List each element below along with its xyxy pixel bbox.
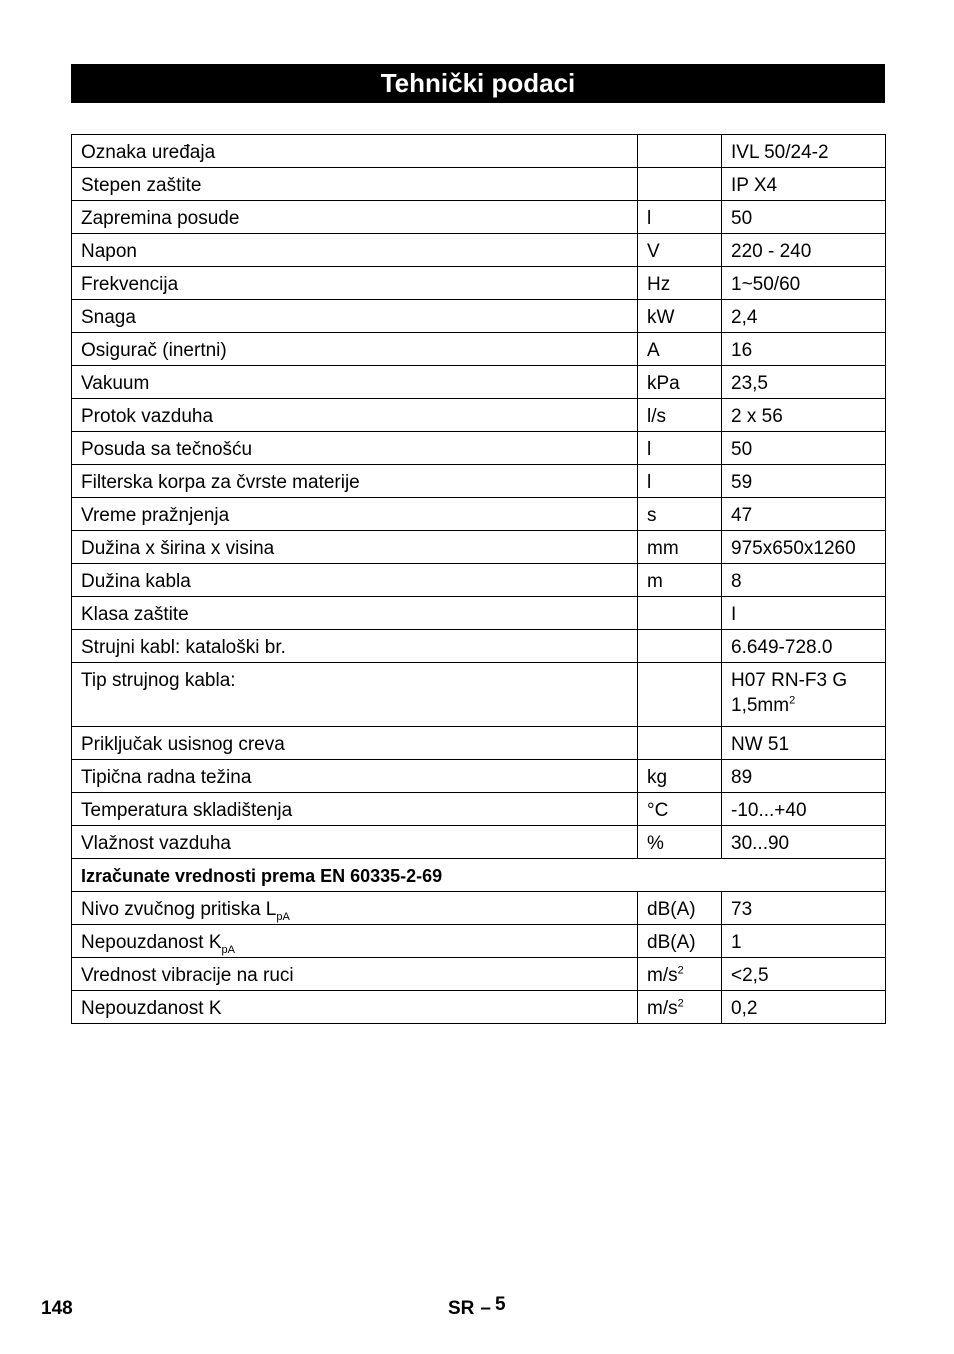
table-row: [72, 663, 886, 727]
row-unit: l: [638, 201, 722, 234]
row-unit: l: [638, 432, 722, 465]
row-label: Filterska korpa za čvrste materije: [72, 465, 638, 498]
row-value: 1: [722, 925, 886, 958]
table-row: [72, 201, 886, 234]
row-unit: kW: [638, 300, 722, 333]
row-label: Temperatura skladištenja: [72, 793, 638, 826]
table-row: [72, 432, 886, 465]
row-unit: kg: [638, 760, 722, 793]
table-row: [72, 597, 886, 630]
row-unit: l/s: [638, 399, 722, 432]
page-title: [71, 64, 885, 103]
table-row: [72, 564, 886, 597]
row-label: Dužina kabla: [72, 564, 638, 597]
row-label: Protok vazduha: [72, 399, 638, 432]
row-label: Vrednost vibracije na ruci: [72, 958, 638, 991]
row-value: IP X4: [722, 168, 886, 201]
table-row: [72, 958, 886, 991]
row-label: Snaga: [72, 300, 638, 333]
table-row: [72, 234, 886, 267]
table-row: [72, 300, 886, 333]
row-unit: [638, 135, 722, 168]
row-unit: [638, 168, 722, 201]
row-unit-text: m/s: [647, 965, 678, 986]
row-value: 30...90: [722, 826, 886, 859]
row-value: <2,5: [722, 958, 886, 991]
table-row: [72, 793, 886, 826]
row-unit: dB(A): [638, 892, 722, 925]
row-label: Tipična radna težina: [72, 760, 638, 793]
row-label-text: Nepouzdanost K: [81, 932, 222, 953]
row-label: [72, 925, 638, 958]
row-unit: kPa: [638, 366, 722, 399]
row-unit: °C: [638, 793, 722, 826]
row-value: 1~50/60: [722, 267, 886, 300]
table-row: [72, 991, 886, 1024]
row-unit: [638, 727, 722, 760]
row-label: Tip strujnog kabla:: [72, 663, 638, 727]
superscript: 2: [789, 694, 796, 707]
subscript: pA: [221, 943, 235, 956]
table-row: [72, 727, 886, 760]
row-value: 50: [722, 432, 886, 465]
row-value-line-2-text: 1,5mm: [731, 695, 790, 716]
table-row: [72, 366, 886, 399]
row-value: 975x650x1260: [722, 531, 886, 564]
table-row: [72, 135, 886, 168]
row-value: NW 51: [722, 727, 886, 760]
row-value: 16: [722, 333, 886, 366]
row-value: IVL 50/24-2: [722, 135, 886, 168]
row-label: Stepen zaštite: [72, 168, 638, 201]
page-title-text: Tehnički podaci: [380, 68, 576, 98]
row-value: 47: [722, 498, 886, 531]
row-label: Osigurač (inertni): [72, 333, 638, 366]
row-value-line-1: H07 RN-F3 G: [731, 670, 848, 691]
row-label: Vlažnost vazduha: [72, 826, 638, 859]
row-value: 89: [722, 760, 886, 793]
row-label: Vakuum: [72, 366, 638, 399]
table-row: [72, 925, 886, 958]
row-value: 50: [722, 201, 886, 234]
technical-data-table: [71, 134, 886, 1024]
row-value: 8: [722, 564, 886, 597]
table-row: [72, 465, 886, 498]
row-label: Dužina x širina x visina: [72, 531, 638, 564]
row-value: I: [722, 597, 886, 630]
section-heading: Izračunate vrednosti prema EN 60335-2-69: [72, 859, 886, 892]
row-label: Priključak usisnog creva: [72, 727, 638, 760]
row-label: Frekvencija: [72, 267, 638, 300]
row-unit: [638, 958, 722, 991]
table-row: [72, 498, 886, 531]
row-value: 59: [722, 465, 886, 498]
row-value-line-2: [731, 693, 876, 718]
row-label: Zapremina posude: [72, 201, 638, 234]
language-code: SR: [448, 1298, 475, 1319]
row-unit: [638, 630, 722, 663]
table-row: [72, 826, 886, 859]
row-unit: m: [638, 564, 722, 597]
row-label: [72, 892, 638, 925]
row-unit: [638, 597, 722, 630]
row-unit: V: [638, 234, 722, 267]
superscript: 2: [677, 997, 684, 1010]
superscript: 2: [677, 964, 684, 977]
row-label: Oznaka uređaja: [72, 135, 638, 168]
row-value: 2,4: [722, 300, 886, 333]
row-unit: Hz: [638, 267, 722, 300]
row-unit: s: [638, 498, 722, 531]
row-unit: [638, 991, 722, 1024]
table-row: [72, 267, 886, 300]
row-value: 0,2: [722, 991, 886, 1024]
row-label-text: Nivo zvučnog pritiska L: [81, 899, 277, 920]
row-label: Nepouzdanost K: [72, 991, 638, 1024]
row-unit-text: m/s: [647, 998, 678, 1019]
row-unit: mm: [638, 531, 722, 564]
table-row: [72, 892, 886, 925]
page-number: 148: [41, 1298, 73, 1319]
subscript: pA: [276, 910, 290, 923]
section-heading-row: [72, 859, 886, 892]
row-unit: %: [638, 826, 722, 859]
table-row: [72, 760, 886, 793]
row-value: [722, 663, 886, 727]
row-value: 220 - 240: [722, 234, 886, 267]
row-label: Strujni kabl: kataloški br.: [72, 630, 638, 663]
table-row: [72, 168, 886, 201]
table-row: [72, 333, 886, 366]
row-value: 73: [722, 892, 886, 925]
row-label: Klasa zaštite: [72, 597, 638, 630]
row-value: -10...+40: [722, 793, 886, 826]
table-row: [72, 531, 886, 564]
language-section-marker: [448, 1294, 506, 1320]
row-unit: l: [638, 465, 722, 498]
table-row: [72, 630, 886, 663]
table-row: [72, 399, 886, 432]
row-label: Napon: [72, 234, 638, 267]
row-unit: dB(A): [638, 925, 722, 958]
row-value: 2 x 56: [722, 399, 886, 432]
row-value: 23,5: [722, 366, 886, 399]
row-label: Posuda sa tečnošću: [72, 432, 638, 465]
row-unit: [638, 663, 722, 727]
row-value: 6.649-728.0: [722, 630, 886, 663]
section-number: 5: [494, 1294, 506, 1315]
row-unit: A: [638, 333, 722, 366]
footer-dash: –: [480, 1298, 491, 1319]
row-label: Vreme pražnjenja: [72, 498, 638, 531]
